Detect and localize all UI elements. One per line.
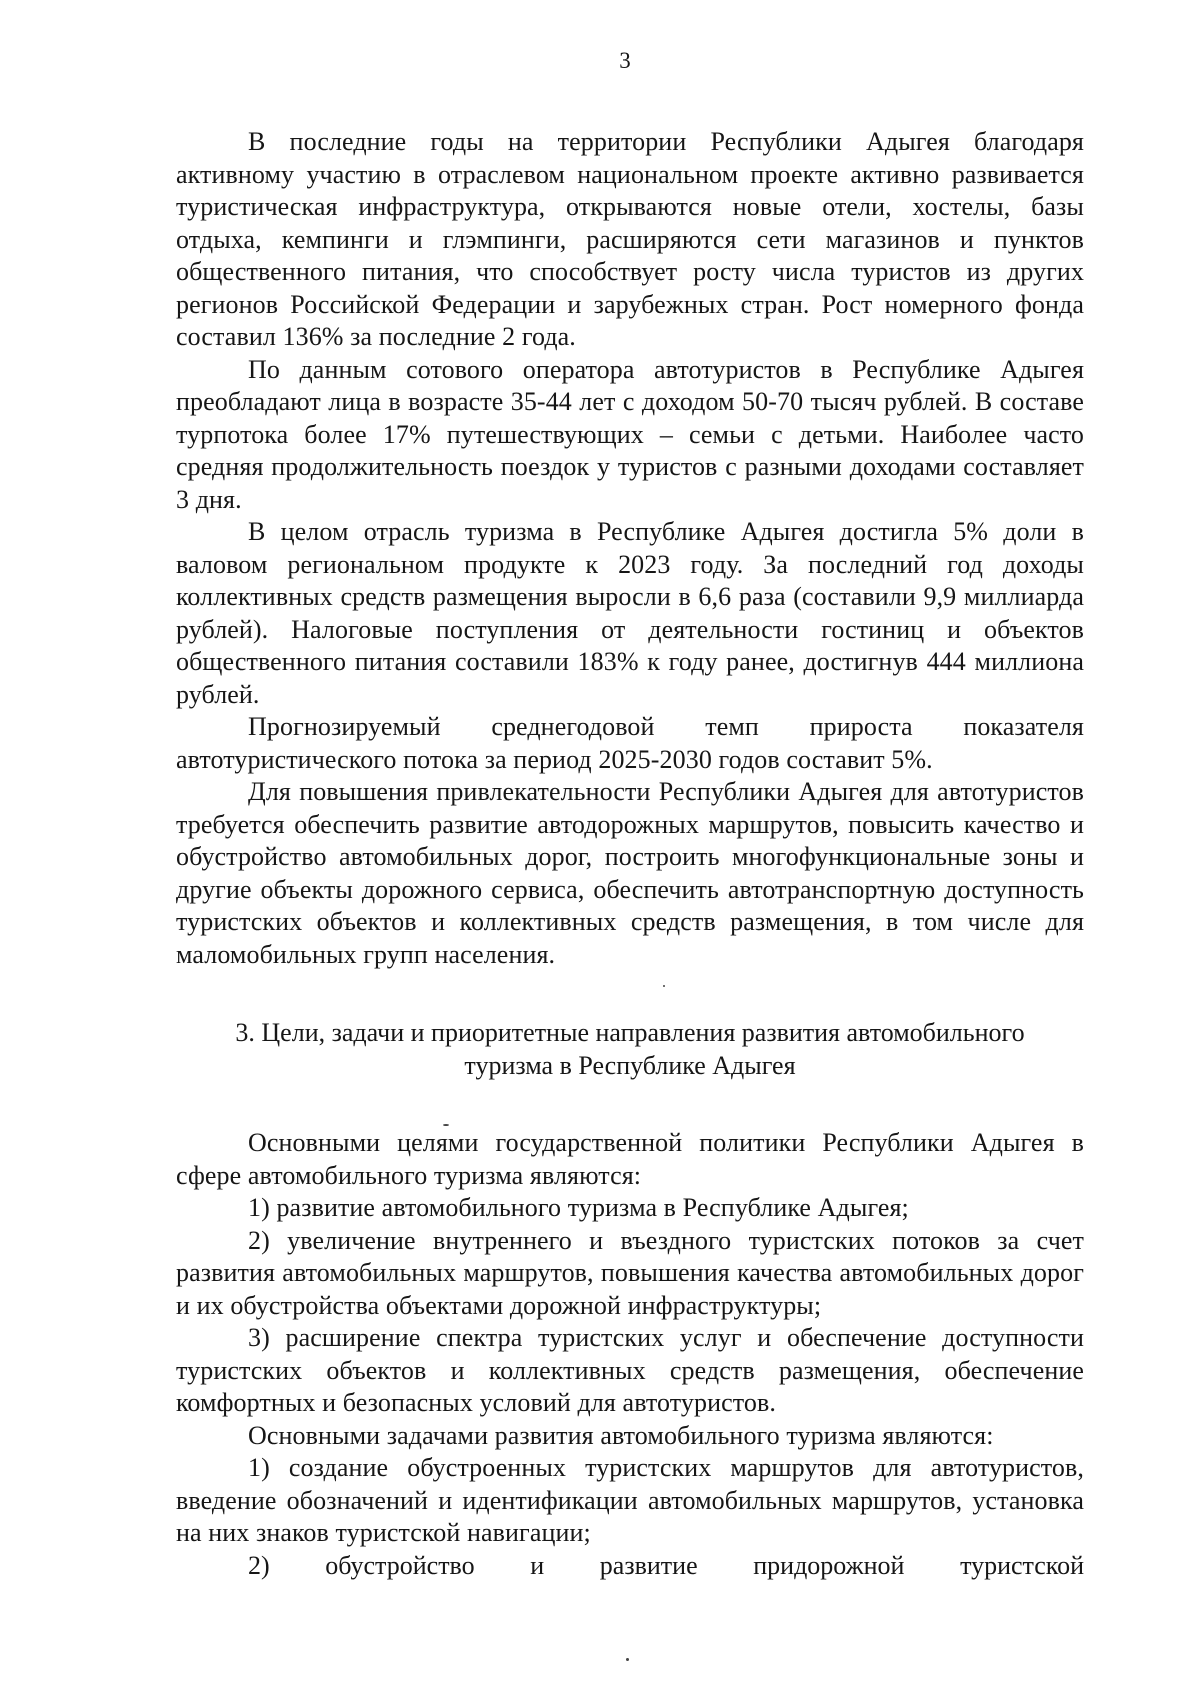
- list-item-task-2: 2) обустройство и развитие придорожной туристской: [248, 1550, 1084, 1580]
- paragraph-goals-intro: Основными целями государственной политики Республики Адыгея в сфере автомобильного туризма являются:: [176, 1128, 1084, 1190]
- list-item-goal-2: 2) увеличение внутреннего и въездного туристских потоков за счет развития автомобильных маршрутов, повышения качества автомобильных дорог и их обустройства объектами дорожной инфраструктуры;: [176, 1225, 1084, 1320]
- list-item-task-1: 1) создание обустроенных туристских маршрутов для автотуристов, введение обозначений и идентификации автомобильных маршрутов, установка на них знаков туристской навигации;: [176, 1453, 1084, 1547]
- paragraph-requirements: Для повышения привлекательности Республики Адыгея для автотуристов требуется обеспечить развитие автодорожных маршрутов, повысить качество и обустройство автомобильных дорог, построить многофункциональные зоны и другие объекты дорожного сервиса, обеспечить автотранспортную доступность туристских объектов и коллективных средств размещения, в том числе для маломобильных групп населения.: [176, 777, 1084, 969]
- paragraph-tasks-intro: Основными задачами развития автомобильного туризма являются:: [248, 1420, 994, 1450]
- section-heading-line-1: 3. Цели, задачи и приоритетные направления развития автомобильного: [235, 1018, 1025, 1047]
- scan-speck: [443, 1124, 449, 1126]
- section-heading-line-2: туризма в Республике Адыгея: [464, 1051, 796, 1080]
- list-item-goal-1: 1) развитие автомобильного туризма в Республике Адыгея;: [248, 1193, 909, 1222]
- section-heading: [176, 1016, 1084, 1082]
- document-body: [176, 126, 1084, 1582]
- scan-speck: [626, 1658, 629, 1661]
- paragraph-infrastructure: В последние годы на территории Республики Адыгея благодаря активному участию в отраслевом национальном проекте активно развивается туристическая инфраструктура, открываются новые отели, хостелы, базы отдыха, кемпинги и глэмпинги, расширяются сети магазинов и пунктов общественного питания, что способствует росту числа туристов из других регионов Российской Федерации и зарубежных стран. Рост номерного фонда составил 136% за последние 2 года.: [176, 127, 1084, 351]
- paragraph-growth-forecast: Прогнозируемый среднегодовой темп прироста показателя автотуристического потока за период 2025-2030 годов составит 5%.: [176, 712, 1084, 774]
- page-number: 3: [619, 48, 631, 73]
- paragraph-tourist-profile: По данным сотового оператора автотуристов в Республике Адыгея преобладают лица в возрасте 35-44 лет с доходом 50-70 тысяч рублей. В составе турпотока более 17% путешествующих – семьи с детьми. Наиболее часто средняя продолжительность поездок у туристов с разными доходами составляет 3 дня.: [176, 354, 1084, 514]
- paragraph-industry-share: В целом отрасль туризма в Республике Адыгея достигла 5% доли в валовом региональном продукте к 2023 году. За последний год доходы коллективных средств размещения выросли в 6,6 раза (составили 9,9 миллиарда рублей). Налоговые поступления от деятельности гостиниц и объектов общественного питания составили 183% к году ранее, достигнув 444 миллиона рублей.: [176, 517, 1084, 709]
- list-item-goal-3: 3) расширение спектра туристских услуг и обеспечение доступности туристских объектов и коллективных средств размещения, обеспечение комфортных и безопасных условий для автотуристов.: [176, 1323, 1084, 1417]
- scan-speck: [663, 985, 665, 987]
